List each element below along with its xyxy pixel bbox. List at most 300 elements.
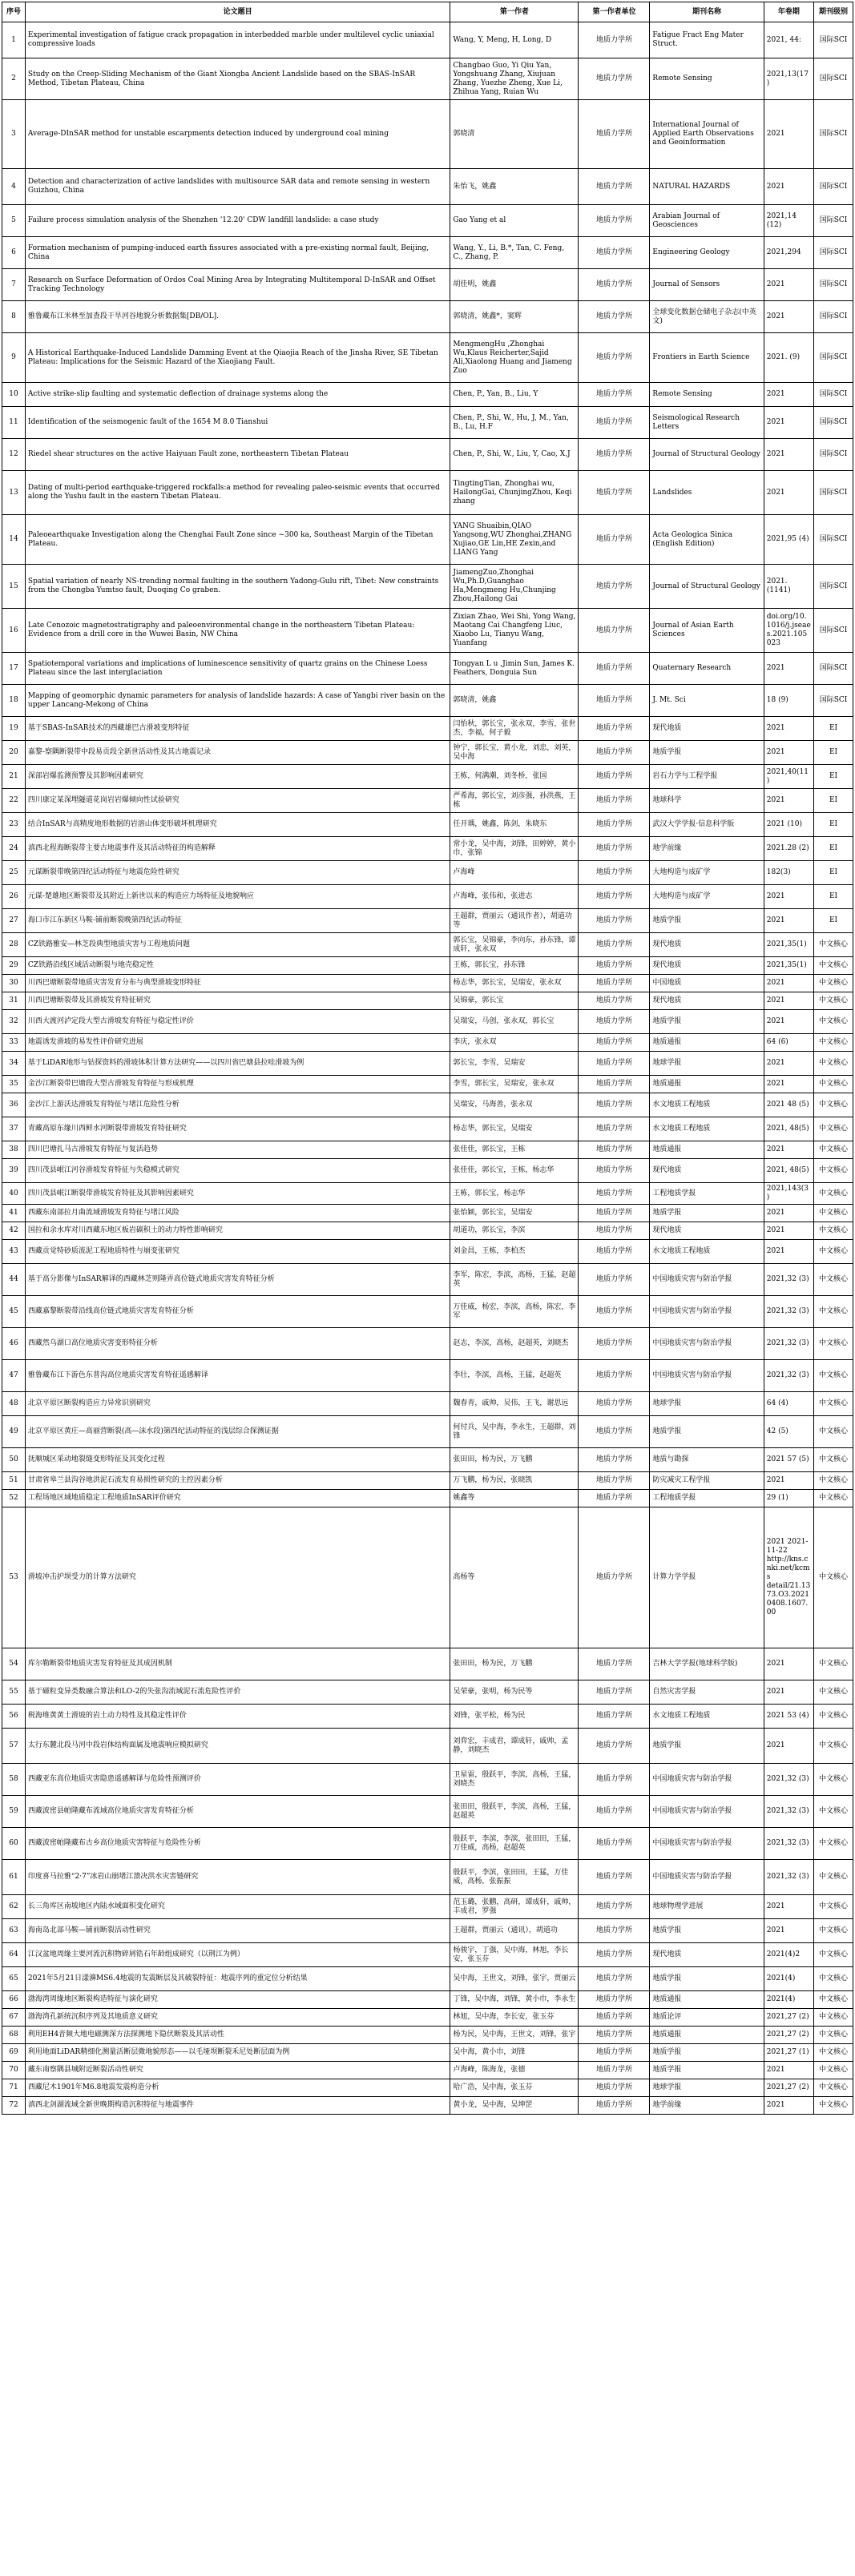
cell-unit: 地质力学所 (579, 1159, 650, 1183)
cell-author: Zixian Zhao, Wei Shi, Yong Wang, Maotang Cai Changfeng Liuc, Xiaobo Lu, Tianyu Wang, Yuanfang (450, 609, 579, 653)
cell-journal: 地球学报 (650, 1052, 764, 1076)
cell-journal: 中国地质灾害与防治学报 (650, 1796, 764, 1828)
cell-level: 中文核心 (814, 1264, 853, 1296)
cell-unit: 地质力学所 (579, 565, 650, 609)
cell-no: 58 (2, 1764, 26, 1796)
cell-author: 郭晓清，姚鑫 (450, 685, 579, 717)
table-row (2, 1034, 853, 1052)
cell-title: 结合InSAR与高精度地形数据的岩溶山体变形破坏机理研究 (25, 813, 450, 837)
cell-unit: 地质力学所 (579, 22, 650, 58)
cell-level: EI (814, 789, 853, 813)
cell-issue: 2021 (764, 1222, 813, 1240)
cell-no: 44 (2, 1264, 26, 1296)
cell-issue: 2021 (764, 1895, 813, 1919)
cell-title: 税海堆黄黄土滑坡的岩土动力特性及其稳定性评价 (25, 1705, 450, 1729)
cell-level: 国际SCI (814, 383, 853, 407)
cell-journal: 地质与勘探 (650, 1448, 764, 1472)
cell-author: TingtingTian, Zhonghai wu, HailongGai, ChunjingZhou, Keqi zhang (450, 471, 579, 515)
cell-no: 51 (2, 1472, 26, 1490)
cell-journal: 地质学报 (650, 1967, 764, 1991)
cell-unit: 地质力学所 (579, 471, 650, 515)
cell-no: 68 (2, 2027, 26, 2044)
cell-level: 中文核心 (814, 2027, 853, 2044)
cell-no: 31 (2, 992, 26, 1010)
cell-no: 27 (2, 909, 26, 933)
cell-unit: 地质力学所 (579, 685, 650, 717)
cell-issue: 18 (9) (764, 685, 813, 717)
cell-level: 中文核心 (814, 1796, 853, 1828)
cell-no: 28 (2, 933, 26, 957)
cell-author: 杨为民，吴中海，王世文，刘锋，张宇 (450, 2027, 579, 2044)
cell-journal: 工程地质学报 (650, 1490, 764, 1507)
cell-level: EI (814, 909, 853, 933)
table-row (2, 1919, 853, 1943)
cell-author: 任开瑀，姚鑫，陈剑，朱晓东 (450, 813, 579, 837)
cell-level: 中文核心 (814, 1828, 853, 1860)
cell-no: 26 (2, 885, 26, 909)
cell-issue: 2021 (764, 1076, 813, 1093)
table-row (2, 1076, 853, 1093)
cell-author: 吴锦豪，郭长宝 (450, 992, 579, 1010)
cell-author: Wang, Y, Meng, H, Long, D (450, 22, 579, 58)
cell-issue: 64 (4) (764, 1392, 813, 1416)
cell-unit: 地质力学所 (579, 1205, 650, 1222)
cell-journal: Fatigue Fract Eng Mater Struct. (650, 22, 764, 58)
cell-journal: 地质学报 (650, 909, 764, 933)
table-row (2, 2027, 853, 2044)
cell-issue: 2021, 44: (764, 22, 813, 58)
cell-journal: 大地构造与成矿学 (650, 861, 764, 885)
cell-journal: 现代地质 (650, 1159, 764, 1183)
cell-issue: 2021,35(1) (764, 933, 813, 957)
cell-author: 李雪，郭长宝，吴瑞安，张永双 (450, 1076, 579, 1093)
cell-issue: 182(3) (764, 861, 813, 885)
cell-title: 2021年5月21日漾濞MS6.4地震的发震断层及其破裂特征：地震序列的重定位分析结果 (25, 1967, 450, 1991)
cell-unit: 地质力学所 (579, 1010, 650, 1034)
cell-journal: 工程地质学报 (650, 1183, 764, 1205)
cell-issue: 2021. (1141) (764, 565, 813, 609)
cell-level: 中文核心 (814, 1205, 853, 1222)
cell-author: 王栋，郭长宝，杨志华 (450, 1183, 579, 1205)
table-row (2, 1943, 853, 1967)
cell-unit: 地质力学所 (579, 1240, 650, 1264)
cell-title: 西藏波密帕隆藏布古乡高位地质灾害特征与危险性分析 (25, 1828, 450, 1860)
cell-unit: 地质力学所 (579, 717, 650, 741)
table-row (2, 789, 853, 813)
cell-level: 中文核心 (814, 1328, 853, 1360)
cell-no: 33 (2, 1034, 26, 1052)
cell-unit: 地质力学所 (579, 1943, 650, 1967)
cell-no: 50 (2, 1448, 26, 1472)
header-cell-level: 期刊级别 (814, 2, 853, 22)
cell-level: 国际SCI (814, 565, 853, 609)
cell-author: 林旭，吴中海，李长安，张玉芬 (450, 2009, 579, 2027)
table-row (2, 909, 853, 933)
cell-journal: 地质学报 (650, 1919, 764, 1943)
cell-issue: 2021 (764, 1010, 813, 1034)
cell-level: 中文核心 (814, 1764, 853, 1796)
cell-title: 西藏贡觉特砂质流泥工程地质特性与崩变张研究 (25, 1240, 450, 1264)
cell-title: 四川康定某深埋隧道花岗岩岩爆倾向性试验研究 (25, 789, 450, 813)
cell-no: 6 (2, 237, 26, 269)
cell-level: 中文核心 (814, 1360, 853, 1392)
cell-level: 中文核心 (814, 1991, 853, 2009)
cell-author: 李庆，张永双 (450, 1034, 579, 1052)
cell-level: 中文核心 (814, 1240, 853, 1264)
cell-author: JiamengZuo,Zhonghai Wu,Ph.D,Guanghao Ha,Mengmeng Hu,Chunjing Zhou,Hailong Gai (450, 565, 579, 609)
cell-journal: 地学前缘 (650, 2097, 764, 2115)
cell-journal: 地质学报 (650, 2044, 764, 2062)
cell-issue: 2021.28 (2) (764, 837, 813, 861)
cell-no: 39 (2, 1159, 26, 1183)
cell-journal: 水文地质工程地质 (650, 1705, 764, 1729)
cell-title: 藏东南察隅县城附近断裂活动性研究 (25, 2062, 450, 2079)
table-row (2, 1860, 853, 1895)
cell-journal: 地球物理学进展 (650, 1895, 764, 1919)
cell-journal: 地质学报 (650, 741, 764, 765)
cell-no: 20 (2, 741, 26, 765)
cell-issue: 2021,32 (3) (764, 1264, 813, 1296)
cell-author: 刘金昌，王栋，李柏杰 (450, 1240, 579, 1264)
cell-journal: 武汉大学学报·信息科学版 (650, 813, 764, 837)
cell-author: 常小龙，吴中海，刘锋，田婷婷，黄小巾，张锦 (450, 837, 579, 861)
cell-journal: 大地构造与成矿学 (650, 885, 764, 909)
header-cell-journal: 期刊名称 (650, 2, 764, 22)
cell-author: 郭长宝，吴锦豪，李向东，孙东锋，谭成轩，张永双 (450, 933, 579, 957)
table-row (2, 1680, 853, 1705)
cell-author: Wang, Y., Li, B.*, Tan, C. Feng, C., Zhang, P. (450, 237, 579, 269)
cell-journal: International Journal of Applied Earth Observations and Geoinformation (650, 100, 764, 169)
cell-title: 西藏尼木1901年M6.8地震发震构造分析 (25, 2079, 450, 2097)
table-row (2, 22, 853, 58)
cell-author: 吴中海，王世文，刘锋，张宇，贾丽云 (450, 1967, 579, 1991)
cell-issue: 2021 (764, 975, 813, 992)
cell-level: 国际SCI (814, 439, 853, 471)
cell-no: 66 (2, 1991, 26, 2009)
cell-level: 国际SCI (814, 269, 853, 301)
cell-journal: 地质学报 (650, 1205, 764, 1222)
cell-author: 吴瑞安，马海善，张永双 (450, 1093, 579, 1117)
header-cell-no: 序号 (2, 2, 26, 22)
table-row (2, 1010, 853, 1034)
table-row (2, 1895, 853, 1919)
table-row (2, 957, 853, 975)
cell-level: 中文核心 (814, 1490, 853, 1507)
cell-level: 中文核心 (814, 2097, 853, 2115)
cell-unit: 地质力学所 (579, 1052, 650, 1076)
cell-title: Formation mechanism of pumping-induced earth fissures associated with a pre-existing normal fault, Beijing, China (25, 237, 450, 269)
cell-unit: 地质力学所 (579, 1076, 650, 1093)
cell-level: 中文核心 (814, 1076, 853, 1093)
table-row (2, 383, 853, 407)
cell-author: 吴荣豪，张明，杨为民等 (450, 1680, 579, 1705)
cell-no: 21 (2, 765, 26, 789)
cell-no: 45 (2, 1296, 26, 1328)
table-row (2, 58, 853, 100)
cell-unit: 地质力学所 (579, 1796, 650, 1828)
cell-issue: 2021 (764, 1680, 813, 1705)
cell-author: 李军，陈宏，李滨，高杨，王猛，赵超英 (450, 1264, 579, 1296)
cell-unit: 地质力学所 (579, 1472, 650, 1490)
cell-level: EI (814, 765, 853, 789)
cell-no: 46 (2, 1328, 26, 1360)
cell-unit: 地质力学所 (579, 2062, 650, 2079)
cell-journal: 地质通报 (650, 1076, 764, 1093)
cell-author: 卢海峰，陈海龙，张德 (450, 2062, 579, 2079)
cell-issue: 2021 (764, 1729, 813, 1764)
cell-level: 中文核心 (814, 1222, 853, 1240)
cell-journal: 地质通报 (650, 2027, 764, 2044)
cell-author: 哈广浩，吴中海，张玉芬 (450, 2079, 579, 2097)
cell-unit: 地质力学所 (579, 383, 650, 407)
cell-issue: 2021 57 (5) (764, 1448, 813, 1472)
cell-level: 中文核心 (814, 1296, 853, 1328)
cell-no: 56 (2, 1705, 26, 1729)
cell-author: 杨骏宇，丁强，吴中海，林旭，李长安，张玉芬 (450, 1943, 579, 1967)
table-row (2, 975, 853, 992)
cell-title: 海口市江东新区马鞍-铺前断裂晚第四纪活动特征 (25, 909, 450, 933)
cell-unit: 地质力学所 (579, 1416, 650, 1448)
cell-title: 嘉黎-察隅断裂带中段易贡段全新世活动性及其古地震记录 (25, 741, 450, 765)
cell-journal: 现代地质 (650, 933, 764, 957)
cell-issue: 2021 53 (4) (764, 1705, 813, 1729)
cell-unit: 地质力学所 (579, 1328, 650, 1360)
cell-no: 40 (2, 1183, 26, 1205)
cell-no: 52 (2, 1490, 26, 1507)
cell-no: 8 (2, 301, 26, 333)
cell-author: 钟宁，郭长宝，黄小龙，刘忠，刘英，吴中海 (450, 741, 579, 765)
cell-journal: Journal of Structural Geology (650, 565, 764, 609)
cell-no: 37 (2, 1117, 26, 1141)
table-row (2, 609, 853, 653)
cell-no: 13 (2, 471, 26, 515)
cell-journal: 地质通报 (650, 1991, 764, 2009)
cell-unit: 地质力学所 (579, 1648, 650, 1680)
cell-level: 中文核心 (814, 1648, 853, 1680)
table-row (2, 1828, 853, 1860)
cell-unit: 地质力学所 (579, 1895, 650, 1919)
cell-title: 海南岛北部马鞍—铺前断裂活动性研究 (25, 1919, 450, 1943)
cell-author: 严希海，郭长宝，刘彦强，孙洪燕，王栋 (450, 789, 579, 813)
cell-title: 利用地面LiDAR精细化测量活断层微地貌形态——以毛垭坝断裂禾尼处断层面为例 (25, 2044, 450, 2062)
cell-no: 1 (2, 22, 26, 58)
cell-level: 中文核心 (814, 1416, 853, 1448)
cell-unit: 地质力学所 (579, 957, 650, 975)
cell-issue: 2021 (764, 789, 813, 813)
cell-unit: 地质力学所 (579, 1264, 650, 1296)
cell-no: 60 (2, 1828, 26, 1860)
cell-no: 54 (2, 1648, 26, 1680)
cell-level: 中文核心 (814, 1093, 853, 1117)
cell-unit: 地质力学所 (579, 1360, 650, 1392)
cell-issue: 2021 (764, 471, 813, 515)
cell-issue: 2021,143(3) (764, 1183, 813, 1205)
cell-level: 中文核心 (814, 2009, 853, 2027)
cell-level: 中文核心 (814, 1507, 853, 1648)
cell-author: 万佳威，杨宏，李滨，高杨，陈宏，李军 (450, 1296, 579, 1328)
cell-unit: 地质力学所 (579, 301, 650, 333)
table-row (2, 205, 853, 237)
table-row (2, 741, 853, 765)
cell-author: 赵志，李滨，高杨，赵超英，刘晓杰 (450, 1328, 579, 1360)
cell-level: 国际SCI (814, 58, 853, 100)
cell-author: 杨志华，郭长宝，吴瑞安，张永双 (450, 975, 579, 992)
cell-issue: 2021,27 (2) (764, 2079, 813, 2097)
cell-title: 雅鲁藏布江米林至加查段干旱河谷地貌分析数据集[DB/OL]. (25, 301, 450, 333)
table-body (2, 22, 853, 2115)
cell-no: 19 (2, 717, 26, 741)
cell-journal: Journal of Sensors (650, 269, 764, 301)
cell-journal: 地质通报 (650, 1141, 764, 1159)
cell-issue: 2021(4) (764, 1967, 813, 1991)
cell-level: 中文核心 (814, 1895, 853, 1919)
cell-journal: J. Mt. Sci (650, 685, 764, 717)
cell-level: EI (814, 837, 853, 861)
cell-unit: 地质力学所 (579, 2079, 650, 2097)
cell-journal: 吉林大学学报(地球科学版) (650, 1648, 764, 1680)
cell-no: 23 (2, 813, 26, 837)
cell-unit: 地质力学所 (579, 609, 650, 653)
cell-unit: 地质力学所 (579, 1507, 650, 1648)
table-row (2, 1240, 853, 1264)
cell-journal: 岩石力学与工程学报 (650, 765, 764, 789)
table-row (2, 2044, 853, 2062)
cell-title: Detection and characterization of active landslides with multisource SAR data and remote sensing in western Guizhou, China (25, 169, 450, 205)
table-row (2, 2097, 853, 2115)
cell-author: 张田田，杨为民，万飞鹏 (450, 1648, 579, 1680)
cell-unit: 地质力学所 (579, 269, 650, 301)
cell-title: 滇西北剑湖流域全新世晚期构造沉积特征与地震事件 (25, 2097, 450, 2115)
table-row (2, 1141, 853, 1159)
cell-level: 中文核心 (814, 1052, 853, 1076)
cell-unit: 地质力学所 (579, 1991, 650, 2009)
cell-level: 中文核心 (814, 1472, 853, 1490)
cell-level: 国际SCI (814, 685, 853, 717)
cell-journal: 中国地质灾害与防治学报 (650, 1828, 764, 1860)
cell-title: 川西大渡河泸定段大型古滑坡发育特征与稳定性评价 (25, 1010, 450, 1034)
cell-level: EI (814, 741, 853, 765)
cell-author: 丁锋，吴中海，刘锋，黄小巾，李永生 (450, 1991, 579, 2009)
cell-level: 中文核心 (814, 1943, 853, 1967)
cell-title: 江汉盆地周缘主要河流沉积物碎屑锆石年龄组成研究（以荆江为例） (25, 1943, 450, 1967)
cell-unit: 地质力学所 (579, 1967, 650, 1991)
cell-journal: Journal of Asian Earth Sciences (650, 609, 764, 653)
cell-issue: 2021(4)2 (764, 1943, 813, 1967)
cell-unit: 地质力学所 (579, 1729, 650, 1764)
cell-level: 中文核心 (814, 2062, 853, 2079)
cell-unit: 地质力学所 (579, 813, 650, 837)
cell-issue: 2021 (764, 100, 813, 169)
cell-author: 王栋，何满潮，刘冬桥，张国 (450, 765, 579, 789)
table-row (2, 1490, 853, 1507)
cell-title: 库尔勒断裂带地质灾害发育特征及其成因机制 (25, 1648, 450, 1680)
cell-level: 国际SCI (814, 205, 853, 237)
cell-no: 65 (2, 1967, 26, 1991)
table-row (2, 765, 853, 789)
cell-author: Changbao Guo, Yi Qiu Yan, Yongshuang Zhang, Xiujuan Zhang, Yuezhe Zheng, Xue Li, Zhihua Yang, Ruian Wu (450, 58, 579, 100)
cell-level: 国际SCI (814, 653, 853, 685)
cell-no: 12 (2, 439, 26, 471)
cell-title: Spatiotemporal variations and implications of luminescence sensitivity of quartz grains on the Chinese Loess Plateau since the last interglaciation (25, 653, 450, 685)
cell-title: Mapping of geomorphic dynamic parameters for analysis of landslide hazards: A case of Yangbi river basin on the upper Lancang-Mekong of China (25, 685, 450, 717)
cell-journal: 现代地质 (650, 957, 764, 975)
cell-issue: 2021,32 (3) (764, 1360, 813, 1392)
cell-level: 中文核心 (814, 1967, 853, 1991)
cell-issue: 2021 (764, 383, 813, 407)
cell-issue: 2021,35(1) (764, 957, 813, 975)
cell-no: 10 (2, 383, 26, 407)
cell-author: 殷跃平，李滨，李滨，张田田，王猛，万佳威，高杨，赵超英 (450, 1828, 579, 1860)
table-row (2, 1472, 853, 1490)
cell-level: 中文核心 (814, 957, 853, 975)
cell-title: Dating of multi-period earthquake-triggered rockfalls:a method for revealing paleo-seismic events that occurred along the Yushu fault in the eastern Tibetan Plateau. (25, 471, 450, 515)
cell-author: 魏春青，戚帅，吴伟，王飞，谢思远 (450, 1392, 579, 1416)
cell-journal: 水文地质工程地质 (650, 1117, 764, 1141)
cell-no: 9 (2, 333, 26, 383)
cell-issue: 2021 (764, 909, 813, 933)
cell-journal: 地质学报 (650, 1416, 764, 1448)
cell-issue: 2021,40(11) (764, 765, 813, 789)
table-row (2, 861, 853, 885)
table-row (2, 1729, 853, 1764)
cell-author: 朱怡飞，姚鑫 (450, 169, 579, 205)
header-cell-title: 论文题目 (25, 2, 450, 22)
cell-journal: 中国地质灾害与防治学报 (650, 1360, 764, 1392)
cell-unit: 地质力学所 (579, 933, 650, 957)
cell-unit: 地质力学所 (579, 1860, 650, 1895)
cell-author: 高杨等 (450, 1507, 579, 1648)
table-row (2, 1796, 853, 1828)
cell-journal: 水文地质工程地质 (650, 1093, 764, 1117)
cell-issue: 2021 (764, 439, 813, 471)
cell-title: 元谋断裂带晚第四纪活动特征与地震危险性研究 (25, 861, 450, 885)
table-row (2, 885, 853, 909)
cell-journal: 中国地质灾害与防治学报 (650, 1860, 764, 1895)
cell-no: 55 (2, 1680, 26, 1705)
cell-unit: 地质力学所 (579, 885, 650, 909)
cell-journal: Engineering Geology (650, 237, 764, 269)
cell-title: 基于SBAS-InSAR技术的西藏雄巴古滑坡变形特征 (25, 717, 450, 741)
cell-no: 61 (2, 1860, 26, 1895)
cell-author: 张田田，殷跃平，李滨，高杨，王猛，赵超英 (450, 1796, 579, 1828)
cell-journal: 现代地质 (650, 1943, 764, 1967)
cell-issue: 2021 (764, 1919, 813, 1943)
cell-author: 胡道功，郭长宝，李滨 (450, 1222, 579, 1240)
cell-unit: 地质力学所 (579, 1093, 650, 1117)
table-row (2, 1183, 853, 1205)
cell-title: 滑坡冲击护坝受力的计算方法研究 (25, 1507, 450, 1648)
cell-author: 张怡颖，郭长宝，吴瑞安 (450, 1205, 579, 1222)
cell-no: 67 (2, 2009, 26, 2027)
cell-title: CZ铁路雅安—林芝段典型地质灾害与工程地质问题 (25, 933, 450, 957)
cell-title: Average-DInSAR method for unstable escarpments detection induced by underground coal mining (25, 100, 450, 169)
cell-title: 北京平原区断裂构造应力异常识别研究 (25, 1392, 450, 1416)
table-row (2, 1117, 853, 1141)
cell-level: 国际SCI (814, 471, 853, 515)
cell-level: 中文核心 (814, 1729, 853, 1764)
cell-title: Identification of the seismogenic fault of the 1654 M 8.0 Tianshui (25, 407, 450, 439)
cell-journal: Acta Geologica Sinica (English Edition) (650, 515, 764, 565)
cell-journal: 中国地质灾害与防治学报 (650, 1264, 764, 1296)
cell-title: 深部岩爆监测预警及其影响因素研究 (25, 765, 450, 789)
cell-journal: 地学前缘 (650, 837, 764, 861)
cell-issue: 64 (6) (764, 1034, 813, 1052)
cell-title: 金沙江上游沃达滑坡发育特征与堵江危险性分析 (25, 1093, 450, 1117)
cell-issue: 2021,14 (12) (764, 205, 813, 237)
cell-author: 何付兵，吴中海，李永生，王超群，刘锋 (450, 1416, 579, 1448)
table-row (2, 685, 853, 717)
cell-unit: 地质力学所 (579, 1392, 650, 1416)
